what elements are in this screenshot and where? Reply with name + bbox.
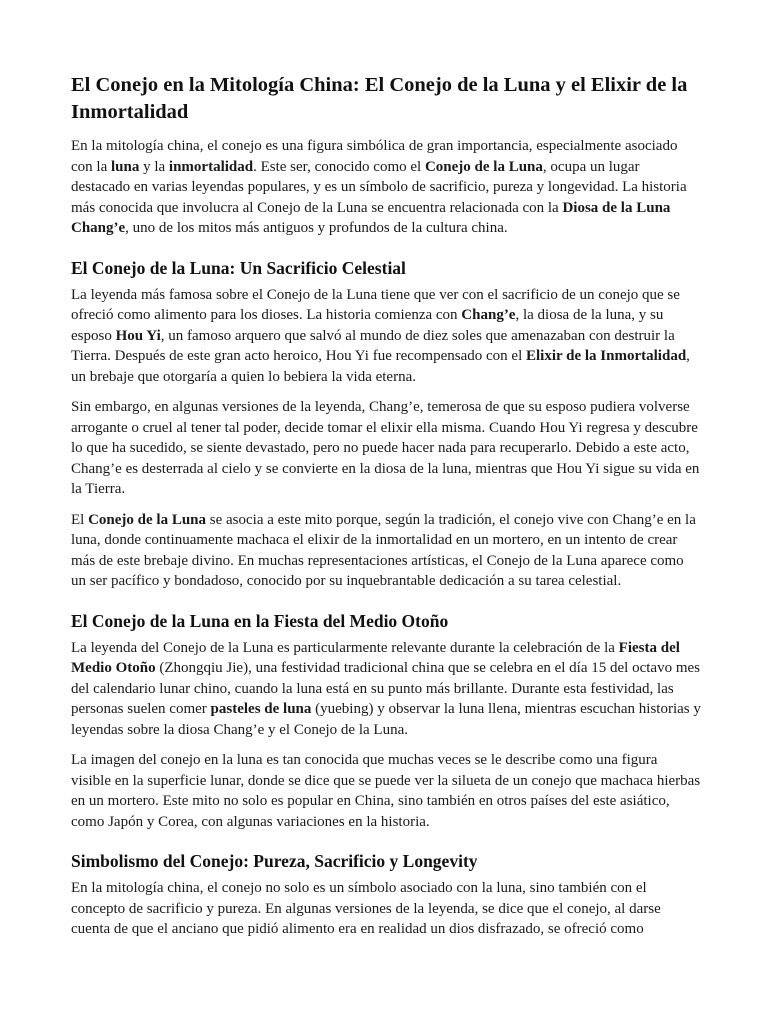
section-paragraph: Sin embargo, en algunas versiones de la leyenda, Chang’e, temerosa de que su esposo pudiera volverse arrogante o cruel al tener tal poder, decide tomar el elixir ella misma. Cuando Hou Yi regresa y descubre lo que ha sucedido, se siente devastado, pero no puede hacer nada para recuperarlo. Debido a este acto, Chang’e es desterrada al cielo y se convierte en la diosa de la luna, mientras que Hou Yi sigue su vida en la Tierra. xyxy=(71,399,700,497)
section-paragraph: La leyenda más famosa sobre el Conejo de la Luna tiene que ver con el sacrificio de un conejo que se ofreció como alimento para los dioses. La historia comienza con Chang’e, la diosa de la luna, y su esposo Hou Yi, un famoso arquero que salvó al mundo de diez soles que amenazaban con destruir la Tierra. Después de este gran acto heroico, Hou Yi fue recompensado con el Elixir de la Inmortalidad, un brebaje que otorgaría a quien lo bebiera la vida eterna. xyxy=(71,286,690,385)
emphasis-term: Chang’e xyxy=(461,307,516,323)
emphasis-term: Hou Yi xyxy=(115,327,161,344)
document-title: El Conejo en la Mitología China: El Conejo de la Luna y el Elixir de la Inmortalidad xyxy=(71,74,688,123)
emphasis-term: Conejo de la Luna xyxy=(424,158,543,175)
emphasis-term: pasteles de luna xyxy=(210,701,312,717)
emphasis-term: Elixir de la Inmortalidad xyxy=(526,348,687,364)
section-heading: Simbolismo del Conejo: Pureza, Sacrificio y Longevity xyxy=(71,851,478,871)
section-simbolismo xyxy=(71,850,701,940)
section-heading: El Conejo de la Luna en la Fiesta del Medio Otoño xyxy=(71,610,449,631)
section-heading: El Conejo de la Luna: Un Sacrificio Celestial xyxy=(71,257,406,278)
emphasis-term: luna xyxy=(110,158,140,175)
intro-paragraph: En la mitología china, el conejo es una figura simbólica de gran importancia, especialmente asociado con la luna y la inmortalidad. Este ser, conocido como el Conejo de la Luna, ocupa un lugar destacado en varias leyendas populares, y es un símbolo de sacrificio, pureza y longevidad. La historia más conocida que involucra al Conejo de la Luna se encuentra relacionada con la Diosa de la Luna Chang’e, uno de los mitos más antiguos y profundos de la cultura china. xyxy=(71,138,687,236)
emphasis-term: Diosa de la Luna Chang’e xyxy=(71,199,671,236)
emphasis-term: Conejo de la Luna xyxy=(88,511,207,528)
section-paragraph: La leyenda del Conejo de la Luna es particularmente relevante durante la celebración de la Fiesta del Medio Otoño (Zhongqiu Jie), una festividad tradicional china que se celebra en el día 15 del octavo mes del calendario lunar chino, cuando la luna está en su punto más brillante. Durante esta festividad, las personas suelen comer pasteles de luna (yuebing) y observar la luna llena, mientras escuchan historias y leyendas sobre la diosa Chang’e y el Conejo de la Luna. xyxy=(71,639,701,738)
section-paragraph: La imagen del conejo en la luna es tan conocida que muchas veces se le describe como una figura visible en la superficie lunar, donde se dice que se puede ver la silueta de un conejo que machaca hierbas en un mortero. Este mito no solo es popular en China, sino también en otros países del este asiático, como Japón y Corea, con algunas variaciones en la historia. xyxy=(71,752,701,830)
document-page xyxy=(71,72,701,950)
emphasis-term: inmortalidad xyxy=(168,158,254,175)
section-sacrificio-celestial xyxy=(71,257,701,592)
emphasis-term: Fiesta del Medio Otoño xyxy=(71,639,680,676)
section-paragraph: El Conejo de la Luna se asocia a este mito porque, según la tradición, el conejo vive con Chang’e en la luna, donde continuamente machaca el elixir de la inmortalidad en un mortero, en un intento de crear más de este brebaje divino. En muchas representaciones artísticas, el Conejo de la Luna aparece como un ser pacífico y bondadoso, conocido por su inquebrantable dedicación a su tarea celestial. xyxy=(71,511,696,589)
section-paragraph: En la mitología china, el conejo no solo es un símbolo asociado con la luna, sino también con el concepto de sacrificio y pureza. En algunas versiones de la leyenda, se dice que el conejo, al darse cuenta de que el anciano que pidió alimento era en realidad un dios disfrazado, se ofreció como xyxy=(71,880,661,937)
section-fiesta-medio-otono xyxy=(71,610,701,833)
